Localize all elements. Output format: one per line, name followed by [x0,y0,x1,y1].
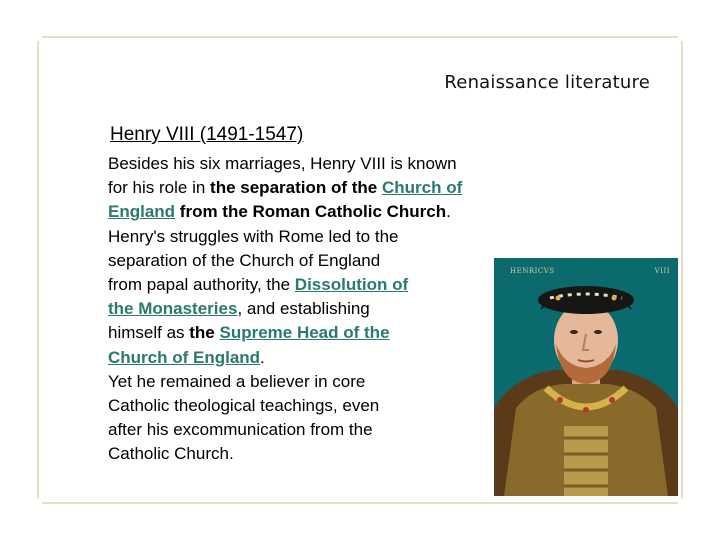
text-run: from papal authority, the [108,275,295,295]
text-line [108,297,538,321]
link-supreme-head[interactable]: Supreme Head of the [219,323,390,343]
text-run-bold: the separation of the [210,178,382,198]
text-run: Catholic theological teachings, even [108,396,380,416]
slide-header-title: Renaissance literature [444,72,650,93]
link-supreme-head-cont[interactable]: Church of England [108,347,261,367]
portrait-inscription-right: VIII [654,267,670,275]
text-run: after his excommunication from the [108,420,373,440]
text-run: Besides his six marriages, Henry VIII is known [108,154,457,173]
text-line [108,152,538,176]
body-paragraph [108,152,538,467]
text-line [108,321,538,345]
text-run: for his role in [108,178,211,198]
text-line [108,249,538,273]
text-run: himself as [108,323,190,343]
link-dissolution-of-the-monasteries-cont[interactable]: the Monasteries [108,299,238,319]
text-line [108,225,538,249]
text-run-bold: from the Roman Catholic Church [175,202,447,222]
frame-corner [678,499,688,509]
portrait-illustration [494,258,678,496]
text-line [108,346,538,370]
frame-corner [32,31,42,41]
text-run-bold: the [189,323,220,343]
frame-corner [678,31,688,41]
text-line [108,273,538,297]
text-run: Catholic Church. [108,444,234,464]
text-line [108,370,538,394]
text-run: Yet he remained a believer in core [108,371,366,391]
text-line [108,394,538,418]
text-run: Henry's struggles with Rome led to the [108,226,399,246]
portrait-inscription-left: HENRICVS [510,267,555,275]
text-line [108,176,538,200]
link-church-of-england-cont[interactable]: England [108,202,176,222]
link-dissolution-of-the-monasteries[interactable]: Dissolution of [294,275,409,295]
text-run: . [446,202,451,222]
portrait-henry-viii [494,258,678,496]
frame-corner [32,499,42,509]
slide-heading: Henry VIII (1491-1547) [110,124,304,145]
text-run: separation of the Church of England [108,250,381,270]
text-run: , and establishing [237,299,370,319]
text-line [108,200,538,224]
text-run: . [260,347,265,367]
link-church-of-england[interactable]: Church of [381,178,463,198]
text-line [108,418,538,442]
text-line [108,442,538,466]
